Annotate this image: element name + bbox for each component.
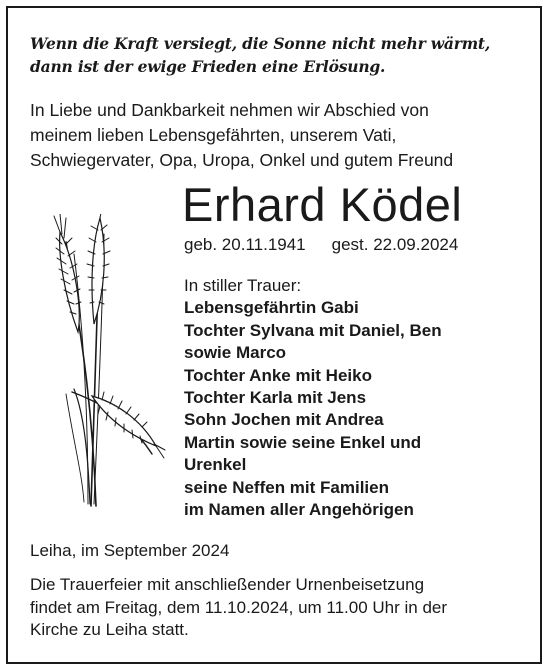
mourners-heading: In stiller Trauer:: [184, 276, 302, 295]
deceased-name: Erhard Ködel: [182, 178, 463, 231]
quote-line: Wenn die Kraft versiegt, die Sonne nicht mehr wärmt,: [30, 34, 491, 53]
mourner-line: Lebensgefährtin Gabi: [184, 298, 359, 318]
mourner-line: seine Neffen mit Familien: [184, 477, 389, 497]
service-line: Kirche zu Leiha statt.: [30, 620, 189, 639]
mourner-line: Sohn Jochen mit Andrea: [184, 410, 384, 430]
service-line: findet am Freitag, dem 11.10.2024, um 11.00 Uhr in der: [30, 597, 448, 617]
intro-line: In Liebe und Dankbarkeit nehmen wir Abschied von: [30, 100, 429, 120]
mourner-line: Urenkel: [184, 455, 247, 475]
intro-line: meinem lieben Lebensgefährten, unserem Vati,: [30, 125, 397, 145]
funeral-service-info: [30, 574, 530, 642]
farewell-intro: [30, 98, 530, 173]
wheat-ears-icon: [44, 214, 166, 514]
life-dates: [184, 234, 458, 256]
memorial-quote: [30, 32, 530, 78]
mourner-line: Martin sowie seine Enkel und: [184, 432, 422, 452]
mourner-line: sowie Marco: [184, 343, 287, 363]
mourner-line: Tochter Anke mit Heiko: [184, 365, 372, 385]
service-line: Die Trauerfeier mit anschließender Urnenbeisetzung: [30, 575, 425, 594]
mourner-line: im Namen aller Angehörigen: [184, 500, 414, 520]
mourners-list: [184, 275, 524, 521]
quote-line: dann ist der ewige Frieden eine Erlösung.: [30, 57, 386, 76]
mourner-line: Tochter Karla mit Jens: [184, 388, 367, 408]
intro-line: Schwiegervater, Opa, Uropa, Onkel und gutem Freund: [30, 150, 454, 170]
birth-date: geb. 20.11.1941: [184, 235, 306, 254]
place-and-date: Leiha, im September 2024: [30, 541, 230, 560]
mourner-line: Tochter Sylvana mit Daniel, Ben: [184, 320, 442, 340]
death-date: gest. 22.09.2024: [331, 235, 459, 254]
